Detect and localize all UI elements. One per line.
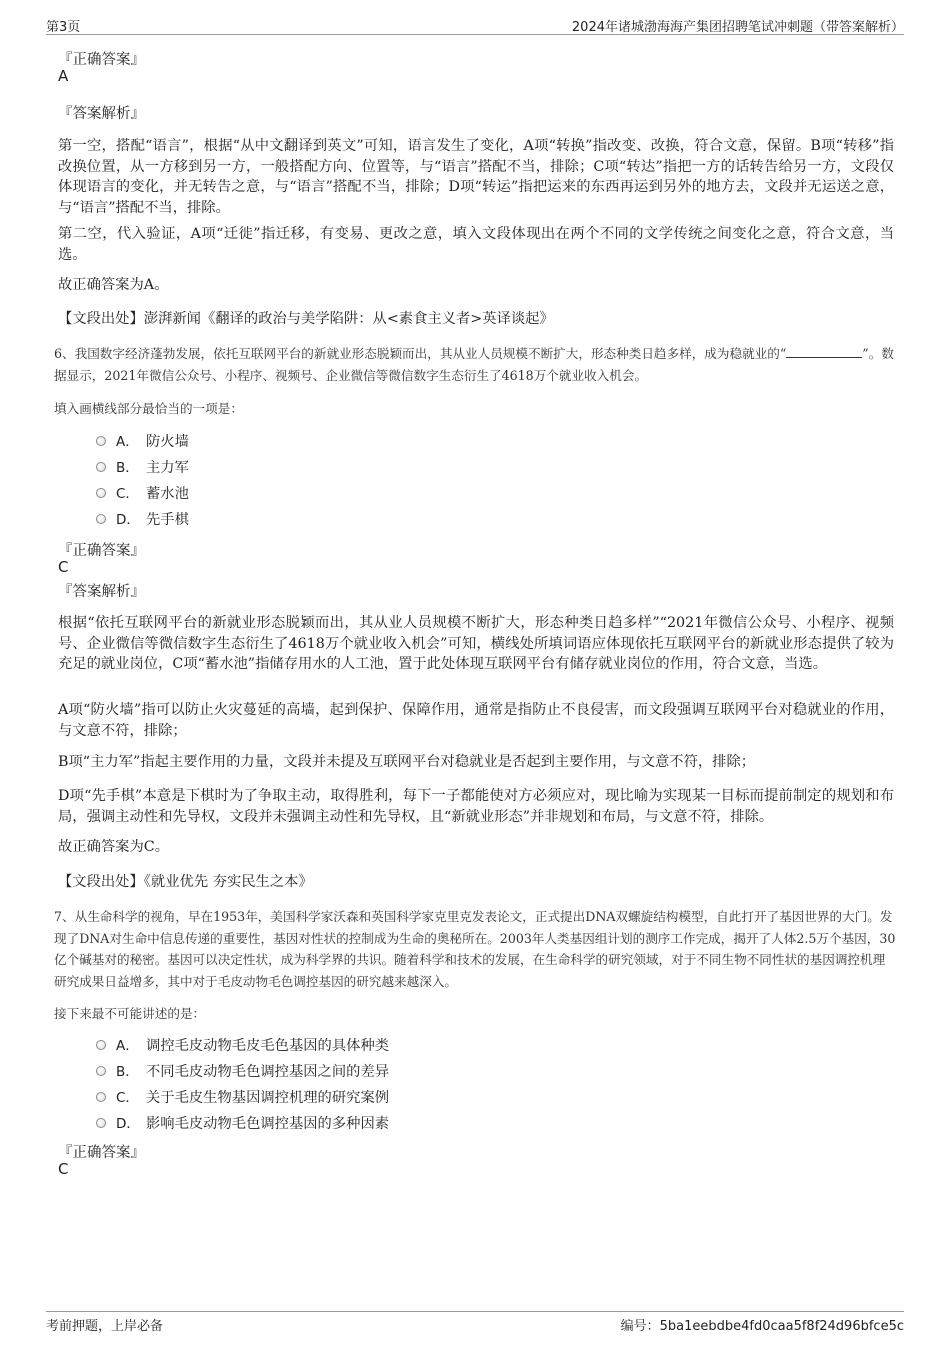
q7-option-d[interactable]: D． 影响毛皮动物毛色调控基因的多种因素 xyxy=(96,1114,389,1134)
q5-analysis-p1: 第一空，搭配“语言”，根据“从中文翻译到英文”可知，语言发生了变化，A项“转换”指改变、改换，符合文意，保留。B项“转移”指改换位置，从一方移到另一方，一般搭配方向、位置等，与“语言”搭配不当，排除；C项“转达”指把一方的话转告给另一方，文段仅体现语言的变化，并无转告之意，与“语言”搭配不当，排除；D项“转运”指把运来的东西再运到另外的地方去，文段并无运送之意，与“语言”搭配不当，排除。 xyxy=(58,138,894,216)
radio-icon[interactable] xyxy=(96,1040,106,1050)
q6-option-b[interactable]: B． 主力军 xyxy=(96,458,189,478)
document-title: 2024年诸城渤海海产集团招聘笔试冲刺题（带答案解析） xyxy=(571,20,904,35)
footer-slogan: 考前押题，上岸必备 xyxy=(46,1319,164,1334)
q6-analysis-p2: A项“防火墙”指可以防止火灾蔓延的高墙，起到保护、保障作用，通常是指防止不良侵害，而文段强调互联网平台对稳就业的作用，与文意不符，排除； xyxy=(58,702,894,739)
radio-icon[interactable] xyxy=(96,514,106,524)
document-id: 编号：5ba1eebdbe4fd0caa5f8f24d96bfce5c xyxy=(620,1319,904,1334)
q7-option-c[interactable]: C． 关于毛皮生物基因调控机理的研究案例 xyxy=(96,1088,389,1108)
q6-correct-label: 『正确答案』 xyxy=(58,543,145,559)
q7-option-b[interactable]: B． 不同毛皮动物毛色调控基因之间的差异 xyxy=(96,1062,389,1082)
q6-analysis-p4: D项“先手棋”本意是下棋时为了争取主动，取得胜利，每下一子都能使对方必须应对，现比喻为实现某一目标而提前制定的规划和布局，强调主动性和先导权，文段并未强调主动性和先导权，且“新就业形态”并非规划和布局，与文意不符，排除。 xyxy=(58,788,894,825)
q7-question: 7、从生命科学的视角，早在1953年，美国科学家沃森和英国科学家克里克发表论文，正式提出DNA双螺旋结构模型，自此打开了基因世界的大门。发现了DNA对生命中信息传递的重要性，基因对性状的控制成为生命的奥秘所在。2003年人类基因组计划的测序工作完成，揭开了人体2.5万个基因，30亿个碱基对的秘密。基因可以决定性状，成为科学界的共识。随着科学和技术的发展，在生命科学的研究领域，对于不同生物不同性状的基因调控机理研究成果日益增多，其中对于毛皮动物毛色调控基因的研究越来越深入。 xyxy=(54,909,896,989)
q6-option-a[interactable]: A． 防火墙 xyxy=(96,432,189,452)
q6-blank xyxy=(786,345,862,358)
q5-correct-label: 『正确答案』 xyxy=(58,52,145,68)
q7-correct-label: 『正确答案』 xyxy=(58,1145,145,1161)
q6-prompt: 填入画横线部分最恰当的一项是： xyxy=(54,401,243,416)
q6-source: 【文段出处】《就业优先 夯实民生之本》 xyxy=(58,874,313,890)
q6-text-after: ”。数据显示，2021年微信公众号、小程序、视频号、企业微信等微信数字生态衍生了4618万个就业收入机会。 xyxy=(54,346,894,383)
page-header xyxy=(46,14,904,35)
radio-icon[interactable] xyxy=(96,488,106,498)
page-number: 第3页 xyxy=(46,20,81,35)
q7-correct-answer: C xyxy=(58,1160,69,1178)
q7-option-a[interactable]: A． 调控毛皮动物毛皮毛色基因的具体种类 xyxy=(96,1036,389,1056)
q6-text-before: 6、我国数字经济蓬勃发展，依托互联网平台的新就业形态脱颖而出，其从业人员规模不断扩大，形态种类日趋多样，成为稳就业的“ xyxy=(54,346,787,361)
q6-analysis-p3: B项“主力军”指起主要作用的力量，文段并未提及互联网平台对稳就业是否起到主要作用，与文意不符，排除； xyxy=(58,754,756,770)
q5-analysis-p2: 第二空，代入验证，A项“迁徙”指迁移，有变易、更改之意，填入文段体现出在两个不同的文学传统之间变化之意，符合文意，当选。 xyxy=(58,226,894,263)
q5-analysis-label: 『答案解析』 xyxy=(58,106,145,122)
radio-icon[interactable] xyxy=(96,1118,106,1128)
q6-analysis-p1: 根据“依托互联网平台的新就业形态脱颖而出，其从业人员规模不断扩大，形态种类日趋多样”“2021年微信公众号、小程序、视频号、企业微信等微信数字生态衍生了4618万个就业收入机会”可知，横线处所填词语应体现依托互联网平台的新就业形态提供了较为充足的就业岗位，C项“蓄水池”指储存用水的人工池，置于此处体现互联网平台有储存就业岗位的作用，符合文意，当选。 xyxy=(58,615,894,672)
q6-analysis-conclusion: 故正确答案为C。 xyxy=(58,839,170,855)
q6-option-c[interactable]: C． 蓄水池 xyxy=(96,484,189,504)
q6-option-d[interactable]: D． 先手棋 xyxy=(96,510,189,530)
radio-icon[interactable] xyxy=(96,1092,106,1102)
radio-icon[interactable] xyxy=(96,462,106,472)
q6-correct-answer: C xyxy=(58,558,69,576)
q5-analysis-conclusion: 故正确答案为A。 xyxy=(58,277,169,293)
q6-question xyxy=(54,343,896,386)
q5-correct-answer: A xyxy=(58,67,69,85)
page-footer xyxy=(46,1311,904,1334)
q5-source: 【文段出处】澎湃新闻《翻译的政治与美学陷阱：从<素食主义者>英译谈起》 xyxy=(58,311,554,327)
radio-icon[interactable] xyxy=(96,436,106,446)
radio-icon[interactable] xyxy=(96,1066,106,1076)
q7-prompt: 接下来最不可能讲述的是： xyxy=(54,1006,206,1021)
q6-analysis-label: 『答案解析』 xyxy=(58,584,145,600)
